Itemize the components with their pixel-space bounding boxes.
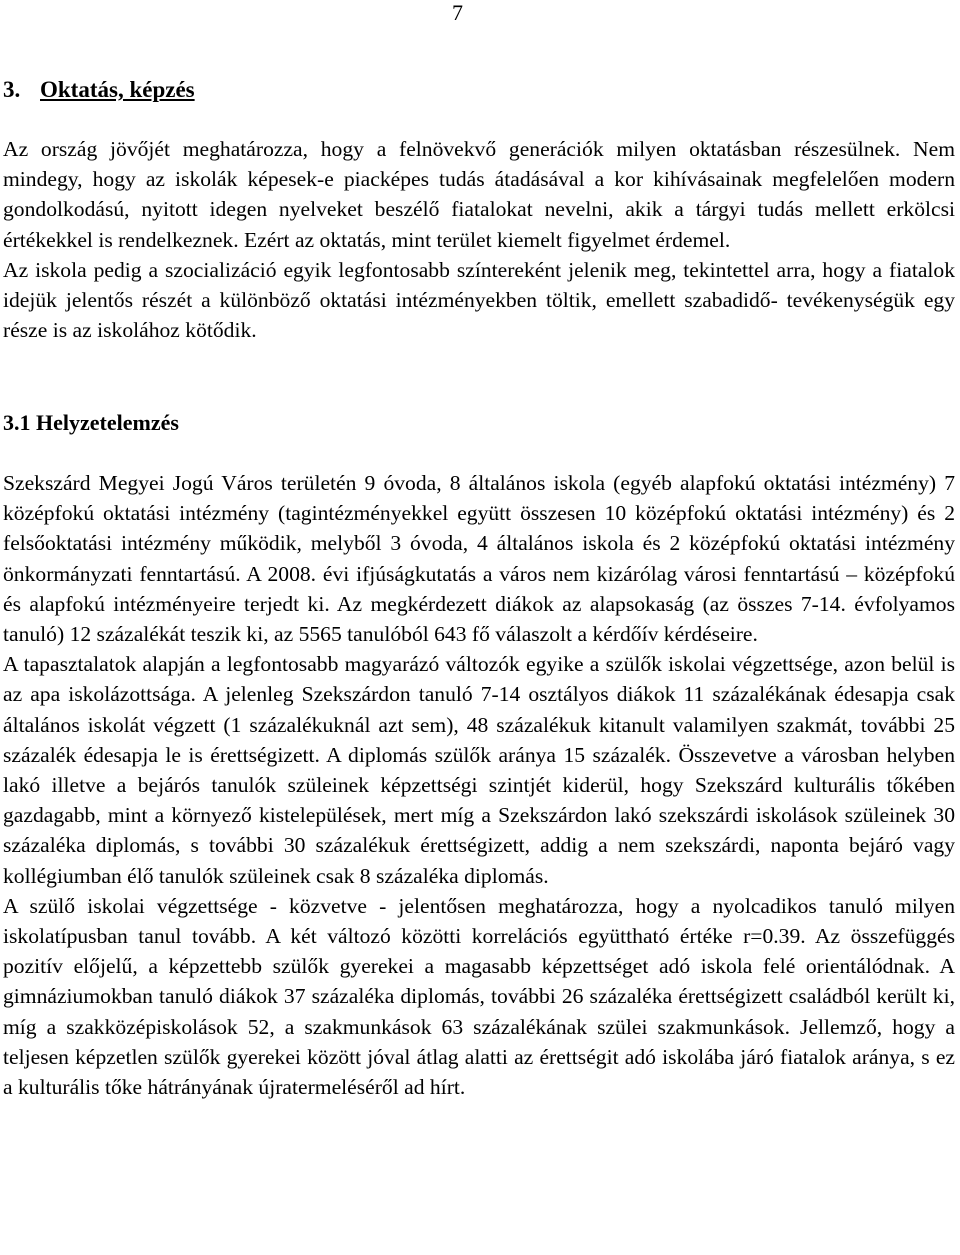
body-paragraph: Szekszárd Megyei Jogú Város területén 9 óvoda, 8 általános iskola (egyéb alapfokú oktatási intézmény) 7 középfokú oktatási intézmény (tagintézményekkel együtt összesen 10 középfokú oktatási intézmény) és 2 felsőoktatási intézmény működik, melyből 3 óvoda, 4 általános iskola és 2 középfokú oktatási intézmény önkormányzati fenntartású. A 2008. évi ifjúságkutatás a város nem kizárólag városi fenntartású – középfokú és alapfokú intézményeire terjedt ki. Az megkérdezett diákok az alapsokaság (az összes 7-14. évfolyamos tanuló) 12 százalékát teszik ki, az 5565 tanulóból 643 fő válaszolt a kérdőív kérdéseire. xyxy=(3,471,955,647)
body-paragraph: A tapasztalatok alapján a legfontosabb magyarázó változók egyike a szülők iskolai végzettsége, azon belül is az apa iskolázottsága. A jelenleg Szekszárdon tanuló 7-14 osztályos diákok 11 százalékának édesapja csak általános iskolát végzett (1 százalékuknál azt sem), 48 százalékuk kitanult valamilyen szakmát, további 25 százalék édesapja le is érettségizett. A diplomás szülők aránya 15 százalék. Összevetve a városban helyben lakó illetve a bejárós tanulók szüleinek képzettségi szintjét kiderül, hogy Szekszárd kulturális tőkében gazdagabb, mint a környező kistelepülések, mert míg a Szekszárdon lakó szekszárdi iskolások szüleinek 30 százaléka diplomás, s további 30 százalékuk érettségizett, addig a nem szekszárdi, naponta bejáró vagy kollégiumban élő tanulók szüleinek csak 8 százaléka diplomás. xyxy=(3,652,955,888)
intro-text xyxy=(3,134,955,345)
intro-paragraph: Az ország jövőjét meghatározza, hogy a felnövekvő generációk milyen oktatásban részesülnek. Nem mindegy, hogy az iskolák képesek-e piacképes tudás átadásával a kor kihívásainak megfelelően modern gondolkodású, nyitott idegen nyelveket beszélő fiatalokat nevelni, akik a tárgyi tudás mellett erkölcsi értékekkel is rendelkeznek. Ezért az oktatás, mint terület kiemelt figyelmet érdemel. xyxy=(3,137,955,252)
subsection-title: 3.1 Helyzetelemzés xyxy=(3,410,179,435)
section-title: Oktatás, képzés xyxy=(40,77,195,102)
body-text xyxy=(3,468,955,1102)
body-paragraph: A szülő iskolai végzettsége - közvetve - jelentősen meghatározza, hogy a nyolcadikos tanuló milyen iskolatípusban tanul tovább. A két változó közötti korrelációs együttható értéke r=0.39. Az összefüggés pozitív előjelű, a képzettebb szülők gyerekei a magasabb képzettséget adó iskola felé orientálódnak. A gimnáziumokban tanuló diákok 37 százaléka diplomás, további 26 százaléka érettségizett családból került ki, míg a szakközépiskolások 52, a szakmunkások 63 százalékának szülei szakmunkások. Jellemző, hogy a teljesen képzetlen szülők gyerekei között jóval átlag alatti az érettségit adó iskolába járó fiatalok aránya, s ez a kulturális tőke hátrányának újratermeléséről ad hírt. xyxy=(3,893,955,1100)
page-number: 7 xyxy=(452,0,463,25)
section-number: 3. xyxy=(3,77,21,102)
intro-paragraph: Az iskola pedig a szocializáció egyik legfontosabb színtereként jelenik meg, tekintettel arra, hogy a fiatalok idejük jelentős részét a különböző oktatási intézményekben töltik, emellett szabadidő- tevékenységük egy része is az iskolához kötődik. xyxy=(3,257,955,343)
section-heading xyxy=(3,77,195,103)
